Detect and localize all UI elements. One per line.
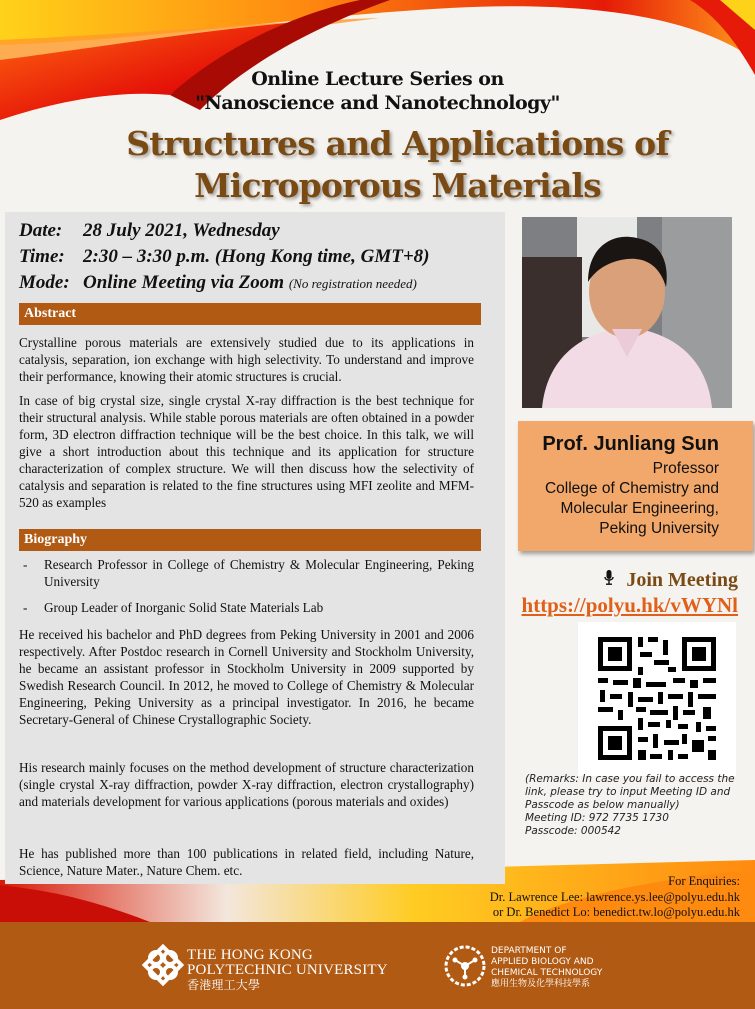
polyu-name-line2: POLYTECHNIC UNIVERSITY <box>187 962 388 978</box>
dept-wordmark <box>491 946 602 990</box>
series-title-line1: Online Lecture Series on <box>251 68 504 90</box>
event-date <box>19 220 280 242</box>
enquiries-heading: For Enquiries: <box>668 874 740 888</box>
polyu-name-chinese: 香港理工大學 <box>187 978 261 992</box>
speaker-affiliation-line: College of Chemistry and <box>544 480 719 497</box>
speaker-role: Professor <box>652 460 719 477</box>
biography-paragraph: His research mainly focuses on the method development of structure characterization (single crystal X-ray diffraction, powder X-ray diffraction, electron crystallography) and materials development for various applications (porous materials and oxides) <box>19 760 474 809</box>
dept-name-line2: APPLIED BIOLOGY AND <box>491 957 594 967</box>
time-label: Time: <box>19 246 65 267</box>
mode-label: Mode: <box>19 272 70 293</box>
remarks-text: (Remarks: In case you fail to access the link, please try to input Meeting ID and Passcode as below manually) <box>525 773 735 811</box>
series-title-line2: "Nanoscience and Nanotechnology" <box>195 92 560 114</box>
dept-name-line1: DEPARTMENT OF <box>491 946 567 956</box>
date-label: Date: <box>19 220 63 241</box>
event-mode <box>19 272 417 294</box>
speaker-name: Prof. Junliang Sun <box>542 433 719 455</box>
enquiries-contact: Dr. Lawrence Lee: lawrence.ys.lee@polyu.edu.hk <box>489 890 740 904</box>
dept-logo-icon <box>443 944 487 988</box>
abstract-paragraph: In case of big crystal size, single crystal X-ray diffraction is the best technique for their structural analysis. While stable porous materials are often obtained in a powder form, 3D electron diffraction technique will be the best choice. In this talk, we will give a short introduction about this technique and its application for structure characterization of complex structure. We will then discuss how the selectivity of catalysis and separation is related to the fine structures using MFI zeolite and MFM-520 as examples <box>19 393 474 510</box>
dept-name-line3: CHEMICAL TECHNOLOGY <box>491 968 603 978</box>
portrait-illustration <box>522 217 732 408</box>
biography-paragraph: He has published more than 100 publications in related field, including Nature, Science, Nature Mater., Nature Chem. etc. <box>19 846 474 878</box>
biography-heading: Biography <box>19 529 481 551</box>
speaker-info-box <box>518 421 753 551</box>
join-meeting-heading <box>604 569 738 592</box>
polyu-name-line1: THE HONG KONG <box>187 947 313 963</box>
biography-paragraph: He received his bachelor and PhD degrees from Peking University in 2001 and 2006 respectively. After Postdoc research in Cornell University and Stockholm University, he became an assistant professor in Stockholm University in 2009 supported by Swedish Research Council. In 2012, he moved to College of Chemistry & Molecular Engineering, Peking University as a principal investigator. In 2016, he became Secretary-General of Chinese Crystallographic Society. <box>19 627 474 727</box>
qr-code-icon <box>578 622 736 776</box>
polyu-logo-icon <box>140 942 186 988</box>
biography-bullet-text: Group Leader of Inorganic Solid State Materials Lab <box>44 600 324 615</box>
meeting-id: Meeting ID: 972 7735 1730 <box>525 812 669 824</box>
lecture-title-line2: Microporous Materials <box>194 166 601 205</box>
date-value: 28 July 2021, Wednesday <box>83 220 280 241</box>
speaker-affiliation-line: Molecular Engineering, <box>560 500 719 517</box>
speaker-affiliation-line: Peking University <box>599 520 719 537</box>
biography-bullet: - Group Leader of Inorganic Solid State Materials Lab <box>19 599 474 616</box>
dept-name-chinese: 應用生物及化學科技學系 <box>491 979 591 989</box>
meeting-remarks <box>525 773 750 838</box>
lecture-title-line1: Structures and Applications of <box>126 124 669 163</box>
meeting-qr-code[interactable] <box>578 622 736 776</box>
microphone-icon <box>604 570 614 591</box>
meeting-passcode: Passcode: 000542 <box>525 825 621 837</box>
speaker-photo <box>522 217 732 408</box>
event-time <box>19 246 430 268</box>
biography-bullet: - Research Professor in College of Chemistry & Molecular Engineering, Peking University <box>23 557 474 589</box>
abstract-paragraph: Crystalline porous materials are extensively studied due to its applications in catalysis, separation, ion exchange with high selectivity. To understand and improve their performance, knowing their atomic structures is crucial. <box>19 335 474 384</box>
enquiries-contact: or Dr. Benedict Lo: benedict.tw.lo@polyu.edu.hk <box>492 905 740 919</box>
abstract-heading: Abstract <box>19 303 481 325</box>
time-value: 2:30 – 3:30 p.m. (Hong Kong time, GMT+8) <box>83 246 430 267</box>
mode-value: Online Meeting via Zoom <box>83 272 285 293</box>
polyu-wordmark <box>187 948 388 993</box>
mode-note: (No registration needed) <box>288 276 417 291</box>
biography-bullet-text: Research Professor in College of Chemistry & Molecular Engineering, Peking University <box>44 557 474 589</box>
join-meeting-label: Join Meeting <box>626 569 738 591</box>
meeting-link[interactable]: https://polyu.hk/vWYNl <box>521 593 738 617</box>
